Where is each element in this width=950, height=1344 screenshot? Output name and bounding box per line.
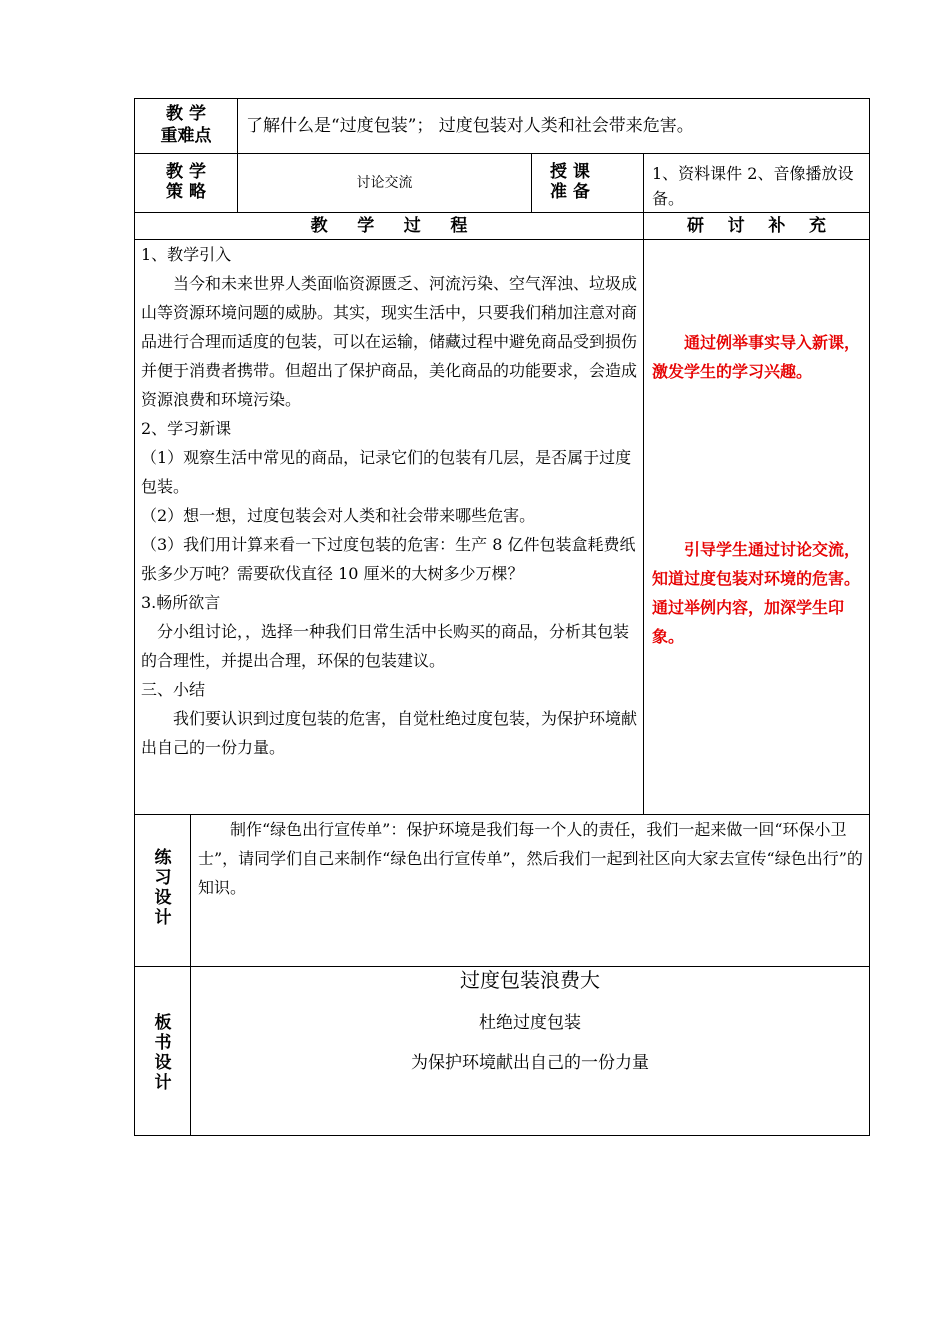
strategy-label — [135, 162, 237, 202]
strategy-content: 讨论交流 — [356, 175, 413, 191]
process-line-summary: 我们要认识到过度包装的危害，自觉杜绝过度包装，为保护环境献出自己的一份力量。 — [141, 709, 638, 757]
key-points-label — [135, 103, 237, 147]
exercise-content: 制作“绿色出行宣传单”：保护环境是我们每一个人的责任，我们一起来做一回“环保小卫士”，请同学们自己来制作“绿色出行宣传单”，然后我们一起到社区向大家去宣传“绿色出行”的知识。 — [198, 820, 863, 897]
strategy-label-line2: 策 略 — [166, 182, 206, 202]
board-line-2: 为保护环境献出自己的一份力量 — [411, 1053, 649, 1073]
board-line-1: 杜绝过度包装 — [479, 1013, 581, 1033]
col-divider — [643, 153, 644, 815]
side-note-discussion: 引导学生通过讨论交流，知道过度包装对环境的危害。通过举例内容，加深学生印象。 — [652, 540, 861, 646]
side-note-intro: 通过例举事实导入新课，激发学生的学习兴趣。 — [652, 333, 861, 381]
prep-label-line1: 授 课 — [550, 162, 590, 182]
key-points-label-line2: 重难点 — [160, 126, 212, 146]
process-line-step1: （1）观察生活中常见的商品，记录它们的包装有几层，是否属于过度包装。 — [141, 448, 632, 496]
process-body — [141, 240, 637, 762]
prep-label-line2: 准 备 — [550, 182, 590, 202]
side-notes-header: 研 讨 补 充 — [686, 216, 827, 236]
process-line-step2: （2）想一想，过度包装会对人类和社会带来哪些危害。 — [141, 506, 536, 525]
col-divider — [237, 98, 238, 213]
board-label: 板书设计 — [154, 1013, 172, 1093]
process-line-discussion-heading: 3.畅所欲言 — [141, 593, 221, 612]
outer-border-top — [134, 98, 870, 99]
process-line-discussion: 分小组讨论，，选择一种我们日常生活中长购买的商品，分析其包装的合理性，并提出合理，环保的包装建议。 — [141, 622, 630, 670]
prep-content: 1、资料课件 2、音像播放设备。 — [652, 164, 854, 208]
outer-border-left — [134, 98, 135, 1136]
strategy-label-line1: 教 学 — [166, 162, 206, 182]
process-line-intro-heading: 1、教学引入 — [141, 245, 232, 264]
outer-border-bottom — [134, 1135, 870, 1136]
process-header: 教 学 过 程 — [310, 216, 468, 236]
process-line-step3: （3）我们用计算来看一下过度包装的危害：生产 8 亿件包装盒耗费纸张多少万吨？需要砍伐直径 10 厘米的大树多少万棵？ — [141, 535, 636, 583]
process-line-intro: 当今和未来世界人类面临资源匮乏、河流污染、空气浑浊、垃圾成山等资源环境问题的威胁。其实，现实生活中，只要我们稍加注意对商品进行合理而适度的包装，可以在运输，储藏过程中避免商品受到损伤并便于消费者携带。但超出了保护商品，美化商品的功能要求，会造成资源浪费和环境污染。 — [141, 274, 638, 409]
key-points-content: 了解什么是“过度包装”； 过度包装对人类和社会带来危害。 — [246, 116, 694, 136]
prep-label — [532, 162, 643, 202]
exercise-label-text: 练习设计 — [154, 848, 172, 928]
board-title: 过度包装浪费大 — [460, 968, 600, 992]
process-line-new-lesson-heading: 2、学习新课 — [141, 419, 232, 438]
row-divider — [134, 153, 870, 154]
process-line-summary-heading: 三、小结 — [141, 680, 206, 699]
key-points-label-line1: 教 学 — [166, 104, 206, 124]
outer-border-right — [869, 98, 870, 1136]
